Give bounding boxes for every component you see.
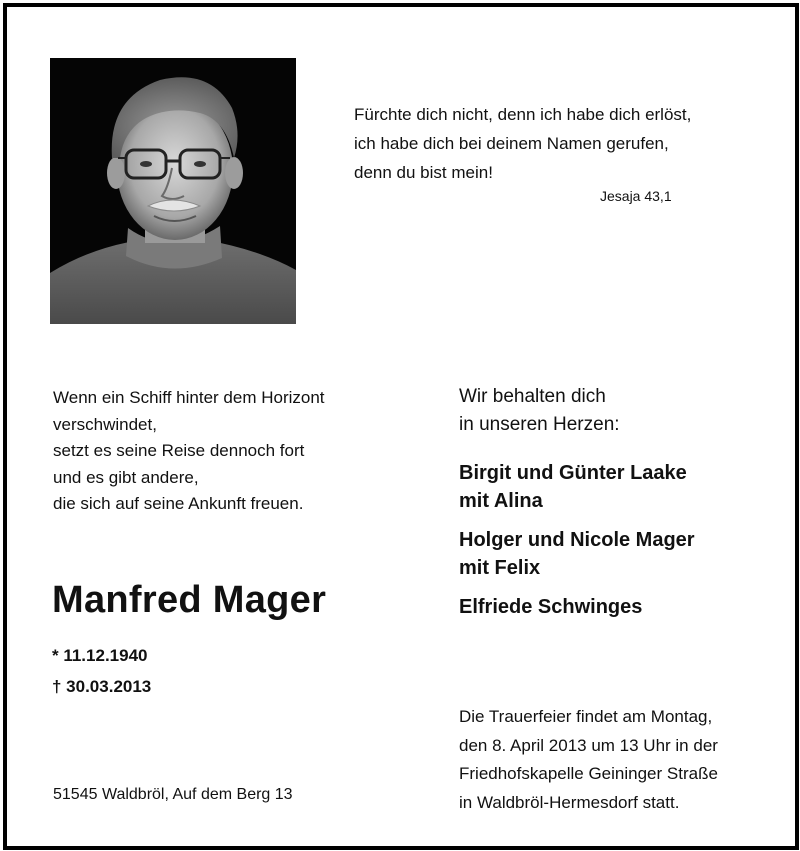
family-line: Holger und Nicole Mager bbox=[459, 529, 695, 551]
life-dates bbox=[52, 640, 151, 702]
family-line: mit Alina bbox=[459, 490, 543, 512]
bible-verse bbox=[354, 100, 691, 187]
address: 51545 Waldbröl, Auf dem Berg 13 bbox=[53, 786, 293, 803]
funeral-line: Friedhofskapelle Geininger Straße bbox=[459, 764, 718, 783]
poem-line: die sich auf seine Ankunft freuen. bbox=[53, 494, 304, 513]
poem bbox=[53, 385, 325, 518]
family-line: Elfriede Schwinges bbox=[459, 596, 643, 618]
portrait-image bbox=[50, 58, 296, 324]
funeral-info bbox=[459, 703, 718, 817]
poem-line: Wenn ein Schiff hinter dem Horizont bbox=[53, 388, 325, 407]
funeral-line: Die Trauerfeier findet am Montag, bbox=[459, 707, 713, 726]
verse-line: Fürchte dich nicht, denn ich habe dich erlöst, bbox=[354, 105, 692, 124]
mourners-intro bbox=[459, 383, 620, 439]
mourner-family bbox=[459, 459, 687, 515]
verse-line: ich habe dich bei deinem Namen gerufen, bbox=[354, 134, 669, 153]
verse-reference: Jesaja 43,1 bbox=[600, 188, 672, 204]
intro-line: in unseren Herzen: bbox=[459, 414, 620, 435]
funeral-line: in Waldbröl-Hermesdorf statt. bbox=[459, 792, 680, 812]
death-date: † 30.03.2013 bbox=[52, 677, 152, 696]
mourner-family bbox=[459, 593, 642, 621]
mourner-family bbox=[459, 526, 695, 582]
poem-line: setzt es seine Reise dennoch fort bbox=[53, 441, 305, 460]
birth-date: * 11.12.1940 bbox=[52, 646, 148, 665]
deceased-name: Manfred Mager bbox=[52, 579, 327, 621]
poem-line: und es gibt andere, bbox=[53, 467, 199, 487]
intro-line: Wir behalten dich bbox=[459, 386, 606, 407]
poem-line: verschwindet, bbox=[53, 414, 157, 434]
portrait-photo bbox=[50, 58, 296, 324]
family-line: mit Felix bbox=[459, 557, 541, 579]
family-line: Birgit und Günter Laake bbox=[459, 462, 687, 484]
funeral-line: den 8. April 2013 um 13 Uhr in der bbox=[459, 735, 718, 755]
verse-line: denn du bist mein! bbox=[354, 163, 493, 182]
